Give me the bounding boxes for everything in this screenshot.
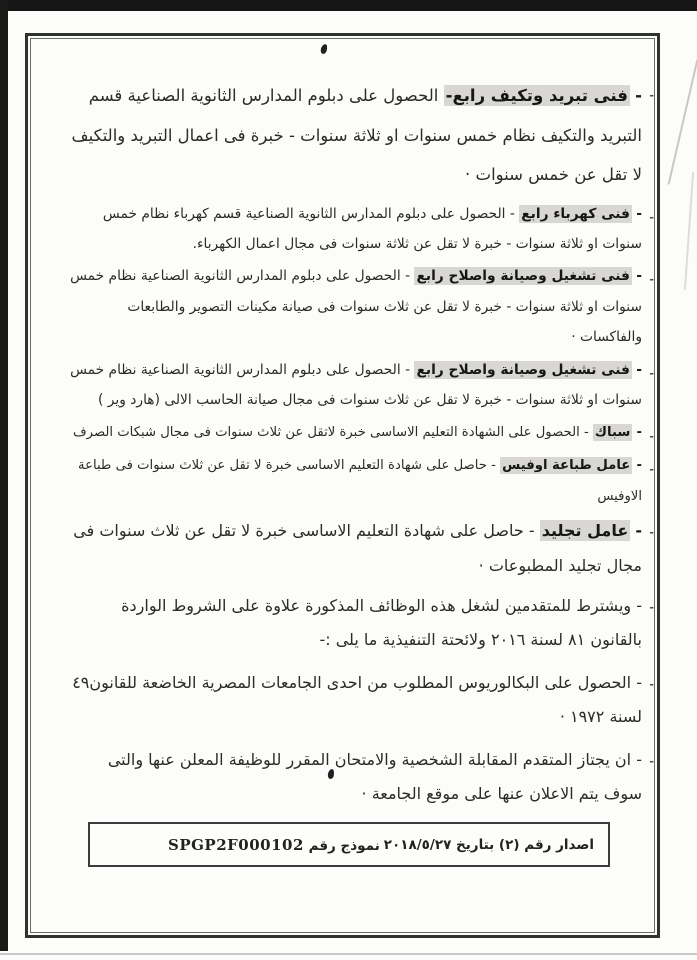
margin-tick-icon: - xyxy=(649,210,654,224)
margin-tick-icon: - xyxy=(649,463,654,477)
conditions-intro-paragraph xyxy=(66,589,654,658)
job-title-highlight: فنى تشغيل وصيانة واصلاح رابع xyxy=(416,361,630,378)
job-title-highlight: فنى تشغيل وصيانة واصلاح رابع xyxy=(416,268,630,285)
bullet-dash: - xyxy=(636,596,642,616)
job-requirements-text: - حاصل على شهادة التعليم الاساسى خبرة لا تقل عن ثلاث سنوات فى طباعة الاوفيس xyxy=(78,458,642,505)
job-requirements-text: - حاصل على شهادة التعليم الاساسى خبرة لا تقل عن ثلاث سنوات فى مجال تجليد المطبوعات · xyxy=(73,521,642,575)
bullet-dash: - xyxy=(635,521,642,541)
condition-text: الحصول على البكالوريوس المطلوب من احدى الجامعات المصرية الخاضعة للقانون٤٩ لسنة ١٩٧٢ · xyxy=(72,672,642,727)
form-number-code: SPGP2F000102 xyxy=(168,835,304,854)
job-requirements-text: - الحصول على الشهادة التعليم الاساسى خبرة لاتقل عن ثلاث سنوات فى مجال شبكات الصرف xyxy=(73,425,589,441)
margin-tick-icon: - xyxy=(649,754,654,768)
job-item-refrigeration-technician xyxy=(66,76,654,195)
margin-tick-icon: - xyxy=(649,273,654,287)
bullet-dash: - xyxy=(636,672,642,692)
bullet-dash: - xyxy=(636,205,642,222)
margin-tick-icon: - xyxy=(649,526,654,540)
margin-tick-icon: - xyxy=(649,366,654,380)
job-requirements-text: الحصول على دبلوم المدارس الثانوية الصناعية قسم التبريد والتكيف نظام خمس سنوات او ثلاثة سنوات - خبرة فى اعمال التبريد والتكيف لا تقل عن خمس سنوات · xyxy=(71,86,642,185)
form-footer-box xyxy=(88,822,610,867)
bullet-dash: - xyxy=(636,268,642,285)
job-title-highlight: عامل تجليد xyxy=(541,521,629,541)
condition-interview-exam xyxy=(66,743,654,812)
document-body xyxy=(28,36,657,935)
job-title-highlight: فنى تبريد وتكيف رابع- xyxy=(445,86,628,105)
bullet-dash: - xyxy=(636,361,642,378)
form-number-label: نموذج رقم xyxy=(308,837,380,854)
condition-text: ويشترط للمتقدمين لشغل هذه الوظائف المذكورة علاوة على الشروط الواردة بالقانون ٨١ لسنة ٢٠١٦ ولائحتة التنفيذية ما يلى :- xyxy=(121,596,642,650)
job-title-highlight: فنى كهرباء رابع xyxy=(521,205,630,222)
page-border-frame xyxy=(25,33,660,938)
page-curl-artifact xyxy=(684,172,694,290)
margin-tick-icon: - xyxy=(649,430,654,444)
job-item-bookbinder xyxy=(66,514,654,583)
margin-tick-icon: - xyxy=(649,601,654,615)
job-title-highlight: عامل طباعة اوفيس xyxy=(502,458,631,474)
margin-tick-icon: - xyxy=(649,89,654,102)
margin-tick-icon: - xyxy=(649,677,654,691)
job-item-maintenance-technician-printers xyxy=(66,261,654,352)
scan-edge-bottom xyxy=(0,953,697,955)
job-item-office-typist xyxy=(66,450,654,512)
job-requirements-text: - الحصول على دبلوم المدارس الثانوية الصناعية قسم كهرباء نظام خمس سنوات او ثلاثة سنوات - خبرة لا تقل عن ثلاثة سنوات فى مجال اعمال الكهرباء. xyxy=(102,205,642,253)
page-curl-artifact xyxy=(668,59,697,184)
scan-edge-top xyxy=(0,0,697,11)
issue-number-and-date: اصدار رقم (٢) بتاريخ ٢٠١٨/٥/٢٧ xyxy=(383,836,594,853)
bullet-dash: - xyxy=(636,749,642,769)
condition-bachelor-degree xyxy=(66,666,654,735)
bullet-dash: - xyxy=(636,425,642,441)
scan-edge-left xyxy=(0,0,8,951)
job-requirements-text: - الحصول على دبلوم المدارس الثانوية الصناعية نظام خمس سنوات او ثلاثة سنوات - خبرة لا تقل عن ثلاث سنوات فى مجال صيانة الحاسب الالى (هارد وير ) xyxy=(70,361,642,408)
job-item-maintenance-technician-hardware xyxy=(66,355,654,416)
job-item-electrician xyxy=(66,199,654,260)
job-requirements-text: - الحصول على دبلوم المدارس الثانوية الصناعية نظام خمس سنوات او ثلاثة سنوات - خبرة لا تقل عن ثلاث سنوات فى صيانة مكينات التصوير والطابعات والفاكسات · xyxy=(70,268,642,346)
bullet-dash: - xyxy=(636,458,642,474)
bullet-dash: - xyxy=(635,86,642,105)
form-number xyxy=(168,836,380,854)
job-item-plumber xyxy=(66,417,654,448)
condition-text: ان يجتاز المتقدم المقابلة الشخصية والامتحان المقرر للوظيفة المعلن عنها والتى سوف يتم الاعلان عنها على موقع الجامعة · xyxy=(107,749,642,803)
job-title-highlight: سباك xyxy=(594,425,631,441)
